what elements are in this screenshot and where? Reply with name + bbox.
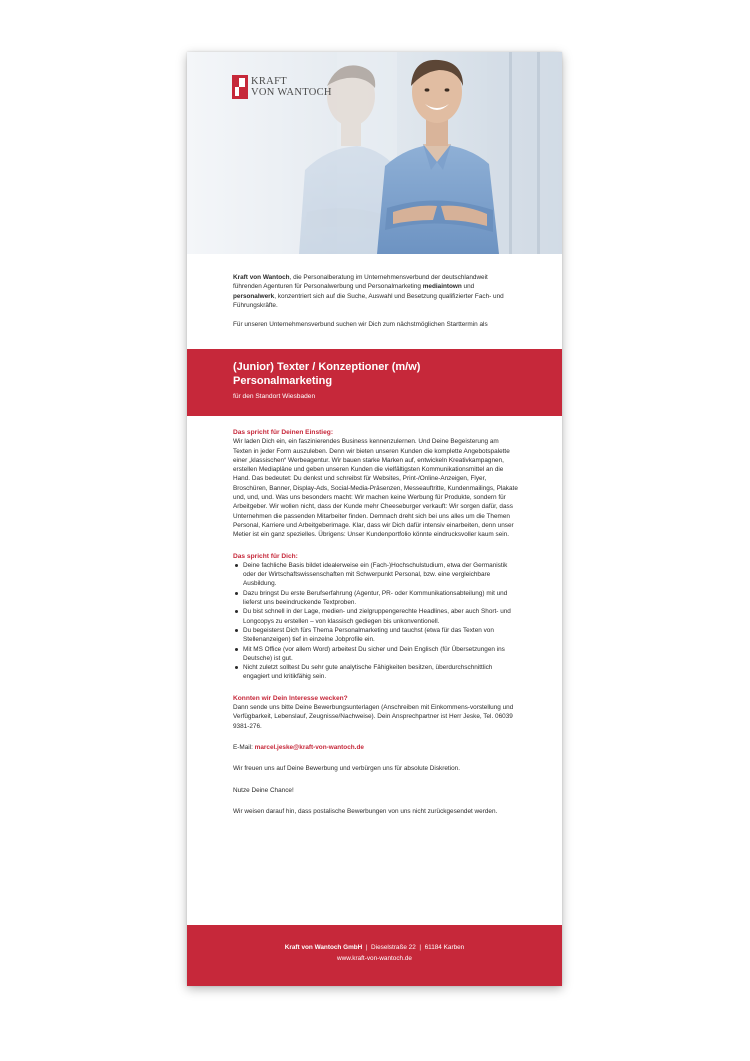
logo-line-2: VON WANTOCH	[251, 87, 332, 98]
email-line	[233, 743, 518, 752]
intro-paragraph	[233, 273, 518, 311]
footer-address	[187, 943, 562, 952]
logo-line-1: KRAFT	[251, 76, 287, 87]
intro-text-a: , die Personalberatung im Unternehmensverbund der deutschlandweit führenden Agenturen für Personalwerbung und Personalmarketing	[233, 274, 488, 291]
company-logo	[232, 75, 332, 99]
section-title-interest: Konnten wir Dein Interesse wecken?	[233, 694, 348, 702]
intro-agency-1: mediaintown	[422, 283, 462, 291]
postal-note: Wir weisen darauf hin, dass postalische Bewerbungen von uns nicht zurückgesendet werden.	[233, 807, 498, 815]
job-subtitle: Personalmarketing	[233, 375, 333, 387]
job-title-banner	[187, 349, 562, 416]
section-entry-text: Wir laden Dich ein, ein faszinierendes Business kennenzulernen. Und Deine Begeisterung am Texten in jeder Form auszuleben. Denn wir bieten unseren Kunden die komplette Angebotspalette einer „klassischen“ Werbeagentur. Wir bauen starke Marken auf, entwickeln Kreativkampagnen, erstellen Mediapläne und geben unseren Kunden die vielfältigsten Kommunikationsmittel an die Hand. Das bedeutet: Du denkst und schreibst für Websites, Print-/Online-Anzeigen, Flyer, Broschüren, Banner, Display-Ads, Social-Media-Präsenzen, Messeauftritte, Kundenmailings, Plakate und, und, und. Was uns besonders macht: Wir machen keine Werbung für Produkte, sondern für Arbeitgeber. Wir wollen nicht, dass der Kunde mehr Cheeseburger verkauft: Wir sorgen dafür, dass Unternehmen die passenden Mitarbeiter finden. Demnach dreht sich bei uns alles um die Themen Personal, Karriere und Arbeitgeberimage. Klar, dass wir Dich dafür intensiv einarbeiten, denn unser Metier ist ein ganz spezielles. Übrigens: Unser Kundenportfolio könnte eindrucksvoller kaum sein.	[233, 438, 518, 539]
logo-mark-icon	[232, 75, 248, 99]
job-ad-page	[187, 52, 562, 986]
footer-city: 61184 Karben	[424, 944, 465, 951]
chance-text: Nutze Deine Chance!	[233, 786, 294, 794]
requirements-list	[233, 561, 518, 682]
application-text: Dann sende uns bitte Deine Bewerbungsunterlagen (Anschreiben mit Einkommens-vorstellung und Verfügbarkeit, Lebenslauf, Zeugnisse/Nachweise). Dein Ansprechpartner ist Herr Jeske, Tel. 06039 9381-276.	[233, 704, 514, 730]
hero-image	[187, 52, 562, 254]
intro-agency-2: personalwerk	[233, 292, 275, 300]
footer-company: Kraft von Wantoch GmbH	[284, 944, 363, 951]
list-item: Mit MS Office (vor allem Word) arbeitest Du sicher und Dein Englisch (für Übersetzungen ins Deutsche) ist gut.	[233, 645, 518, 664]
section-title-entry: Das spricht für Deinen Einstieg:	[233, 429, 334, 436]
email-label: E-Mail:	[233, 743, 255, 751]
email-link[interactable]: marcel.jeske@kraft-von-wantoch.de	[254, 743, 364, 751]
list-item: Dazu bringst Du erste Berufserfahrung (Agentur, PR- oder Kommunikationsabteilung) mit und lieferst uns beeindruckende Textproben.	[233, 589, 518, 608]
list-item: Deine fachliche Basis bildet idealerweise ein (Fach-)Hochschulstudium, etwa der Germanistik oder der Wirtschaftswissenschaften mit Schwerpunkt Personal, bzw. eine vergleichbare Ausbildung.	[233, 561, 518, 589]
intro-text-c: , konzentriert sich auf die Suche, Auswahl und Besetzung qualifizierter Fach- und Führungskräfte.	[233, 292, 504, 310]
footer-street: Dieselstraße 22	[371, 944, 416, 951]
footer-separator: |	[415, 944, 425, 951]
footer-website[interactable]: www.kraft-von-wantoch.de	[337, 955, 412, 962]
section-title-profile: Das spricht für Dich:	[233, 552, 298, 560]
discretion-text: Wir freuen uns auf Deine Bewerbung und verbürgen uns für absolute Diskretion.	[233, 765, 460, 773]
intro-search: Für unseren Unternehmensverbund suchen wir Dich zum nächstmöglichen Starttermin als	[233, 321, 488, 329]
list-item: Nicht zuletzt solltest Du sehr gute analytische Fähigkeiten besitzen, überdurchschnittlich engagiert und kritikfähig sein.	[233, 663, 518, 682]
job-description	[233, 428, 518, 828]
list-item: Du bist schnell in der Lage, medien- und zielgruppengerechte Headlines, aber auch Short- und Longcopys zu erstellen – von klassisch gediegen bis unkonventionell.	[233, 607, 518, 626]
intro-text-b: und	[461, 283, 475, 291]
job-location: für den Standort Wiesbaden	[233, 393, 316, 400]
intro-company: Kraft von Wantoch	[233, 274, 290, 281]
footer-separator: |	[362, 944, 372, 951]
job-title: (Junior) Texter / Konzeptioner (m/w)	[233, 361, 421, 373]
list-item: Du begeisterst Dich fürs Thema Personalmarketing und tauchst (etwa für das Texten von Stellenanzeigen) tief in einzelne Jobprofile ein.	[233, 626, 518, 645]
footer	[187, 925, 562, 986]
intro-text	[233, 273, 518, 339]
